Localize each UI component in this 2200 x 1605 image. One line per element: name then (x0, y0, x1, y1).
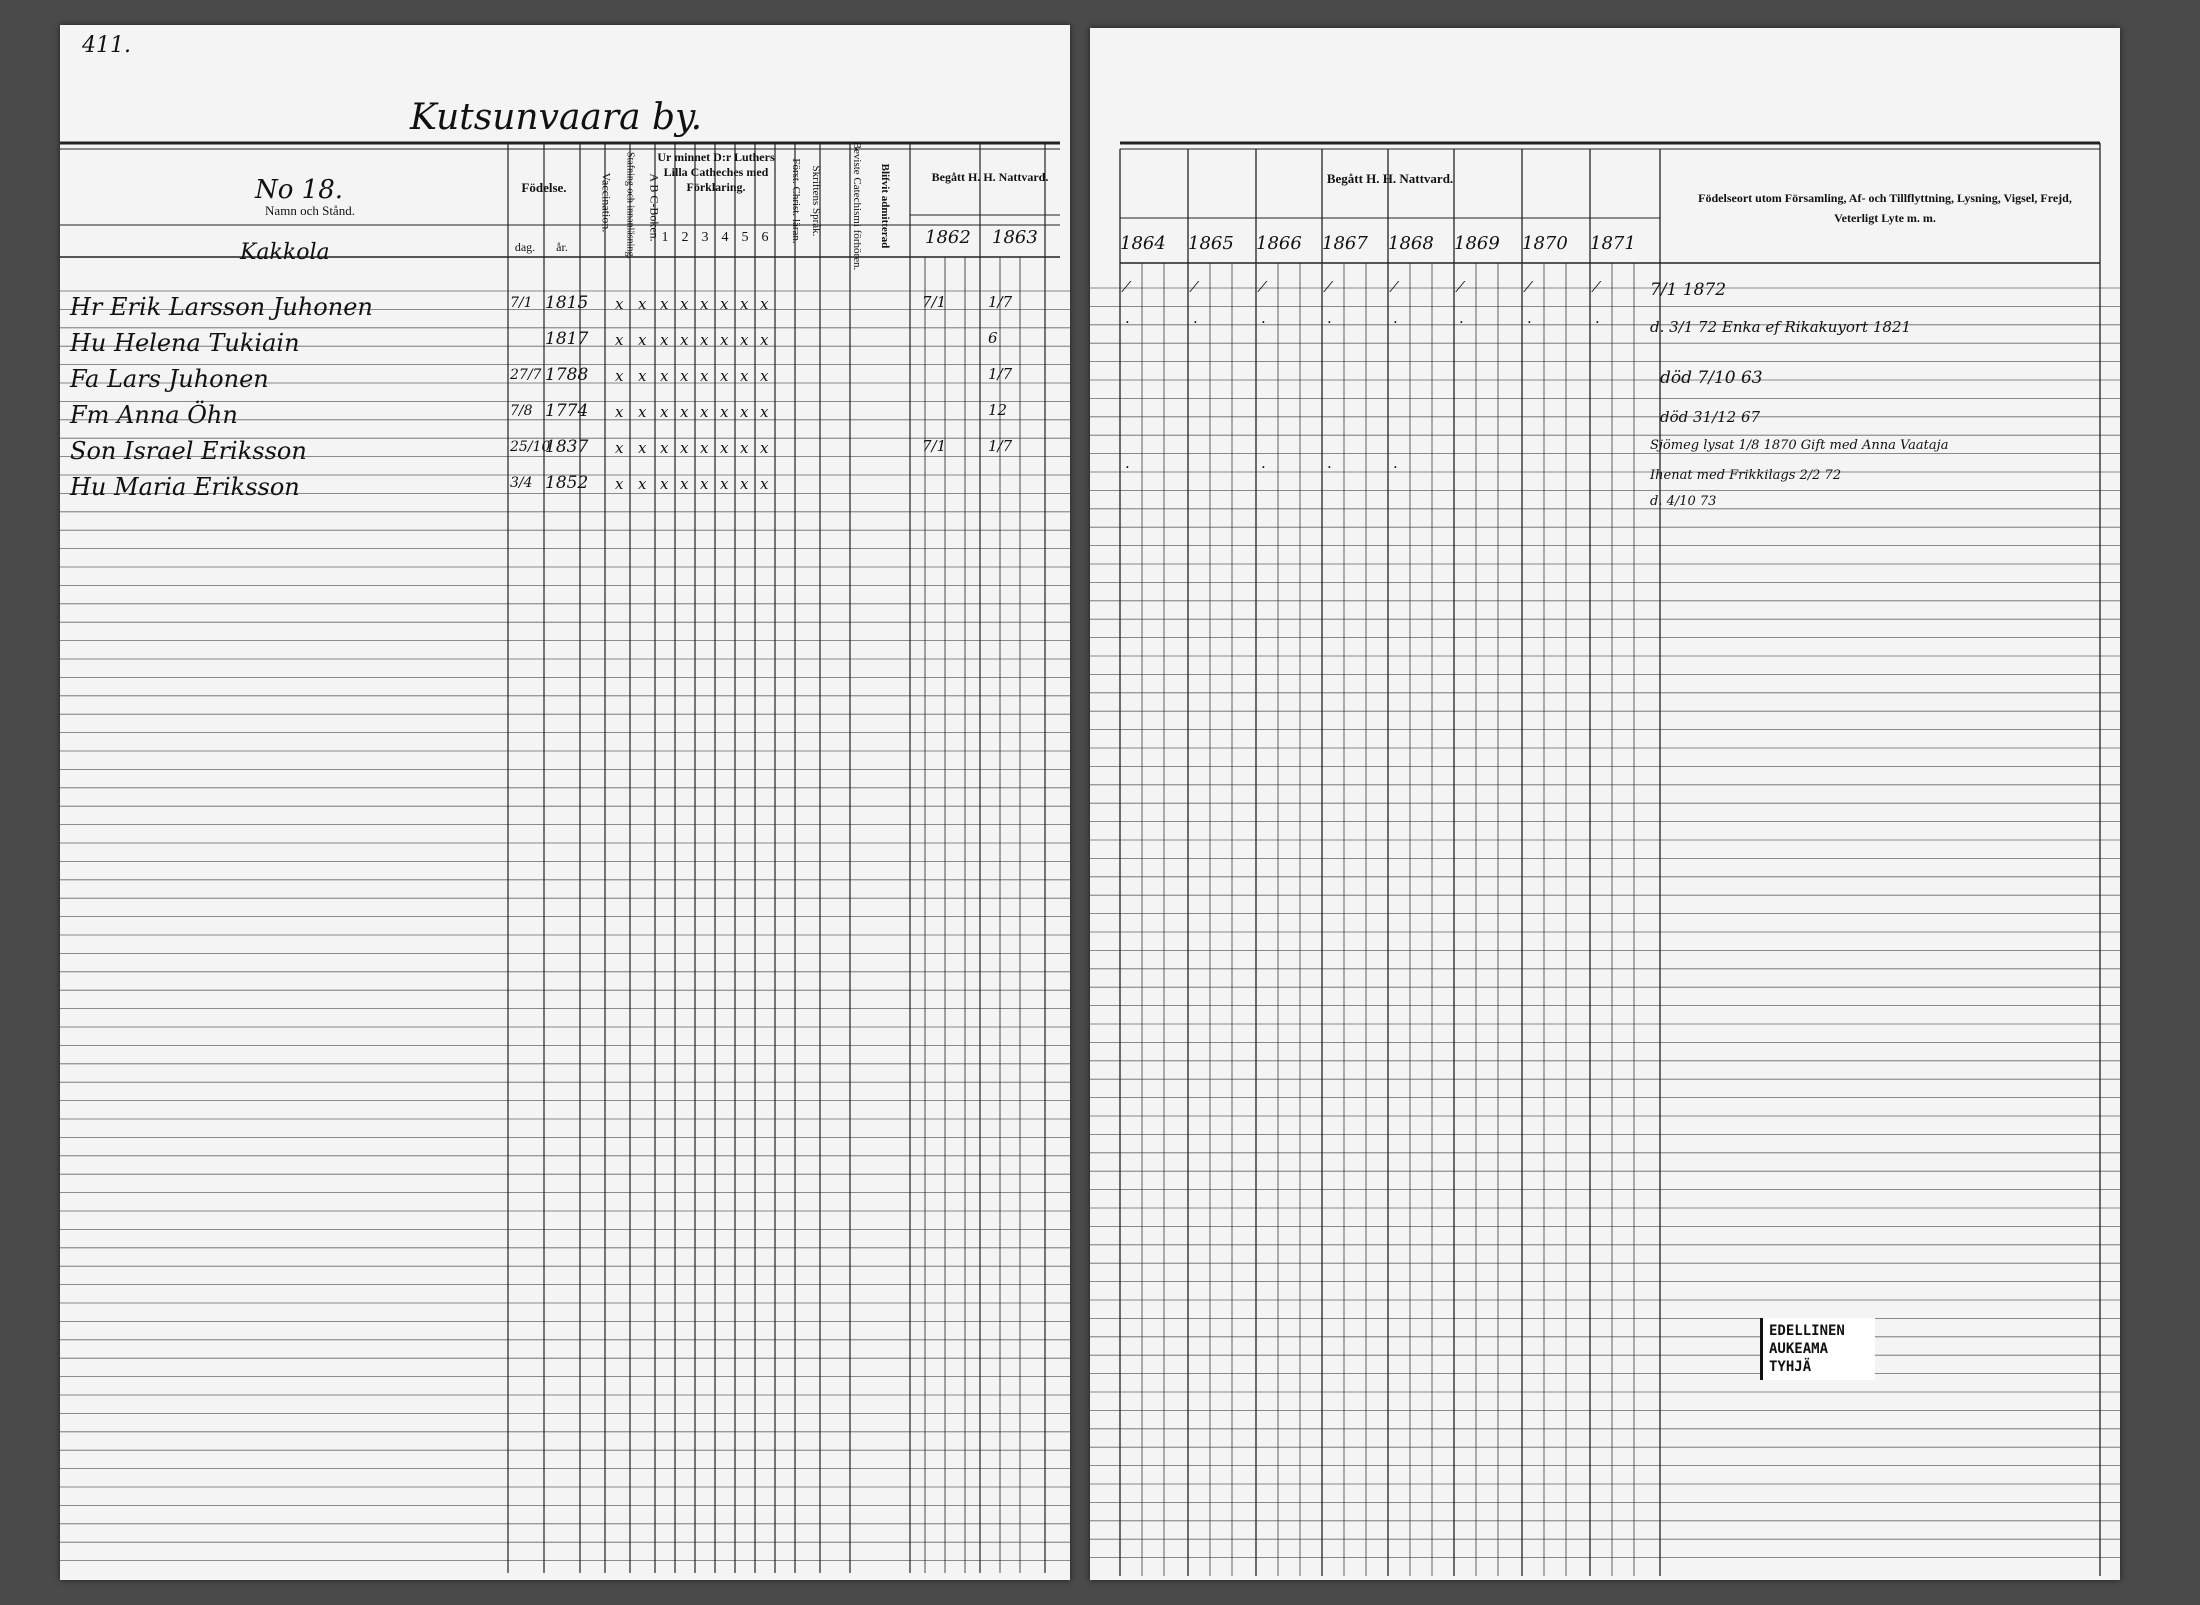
entry-mark: x (720, 331, 729, 349)
header-cat-6: 6 (761, 230, 769, 245)
header-year-1868: 1868 (1388, 233, 1434, 254)
header-vaccination: Vaccination. (599, 172, 614, 233)
entry-communion-1863: 1/7 (988, 293, 1013, 311)
page-number: 411. (82, 33, 131, 58)
entry-mark: x (615, 439, 624, 457)
entry-mark: x (720, 439, 729, 457)
remark-6: Ihenat med Frikkilags 2/2 72 (1650, 468, 1842, 483)
entry-mark: x (638, 367, 647, 385)
header-begatt-right: Begått H. H. Nattvard. (1326, 171, 1454, 186)
entry-mark: x (615, 475, 624, 493)
entry-mark: x (700, 439, 709, 457)
header-year-1869: 1869 (1454, 233, 1500, 254)
header-abc: A B C-Boken. (647, 173, 662, 242)
household-name: Kakkola (240, 240, 330, 265)
entry-mark: x (700, 403, 709, 421)
entry-mark: x (700, 331, 709, 349)
entry-communion-1863: 12 (988, 401, 1008, 419)
entry-mark: x (760, 367, 769, 385)
remark-2: d. 3/1 72 Enka ef Rikakuyort 1821 (1650, 318, 1912, 336)
left-page-ruling (60, 25, 1070, 1580)
entry-mark: x (740, 475, 749, 493)
entry-mark: x (680, 331, 689, 349)
entry-mark: x (638, 295, 647, 313)
entry-birth-day: 25/10 (510, 439, 551, 455)
header-ur-minnet: Ur minnet D:r Luthers Lilla Catheches med Förklaring. (657, 150, 775, 194)
entry-mark: x (720, 295, 729, 313)
entry-mark: x (680, 295, 689, 313)
entry-mark: x (680, 475, 689, 493)
entry-mark: x (700, 295, 709, 313)
communion-tick: ⁄ (1393, 278, 1396, 296)
entry-mark: x (660, 403, 669, 421)
header-cat-5: 5 (741, 230, 749, 245)
communion-tick: ⁄ (1527, 278, 1530, 296)
entry-mark: x (740, 439, 749, 457)
entry-mark: x (615, 403, 624, 421)
entry-mark: x (615, 331, 624, 349)
header-cat-1: 1 (661, 230, 669, 245)
entry-communion-1862: 7/1 (922, 437, 947, 455)
header-skriftens: Skriftens Språk. (810, 165, 822, 237)
village-title: Kutsunvaara by. (410, 97, 703, 138)
empty-spread-stamp (1760, 1318, 1875, 1380)
entry-birth-day: 27/7 (510, 367, 542, 383)
communion-tick: · (1393, 458, 1398, 476)
remark-4: död 31/12 67 (1660, 408, 1761, 426)
header-blifvit: Blifvit admitterad (879, 163, 891, 249)
entry-mark: x (720, 367, 729, 385)
communion-tick: · (1393, 313, 1398, 331)
entry-name: Fm Anna Öhn (70, 401, 238, 429)
right-page-ruling (1090, 28, 2120, 1580)
communion-tick: · (1261, 313, 1266, 331)
header-forst-christ: Först. Christ. läran. (790, 158, 802, 244)
communion-tick: · (1327, 458, 1332, 476)
entry-mark: x (740, 295, 749, 313)
entry-mark: x (720, 403, 729, 421)
entry-mark: x (660, 439, 669, 457)
entry-mark: x (760, 331, 769, 349)
communion-tick: · (1527, 313, 1532, 331)
entry-birth-day: 3/4 (510, 475, 533, 491)
communion-tick: ⁄ (1193, 278, 1196, 296)
entry-mark: x (615, 295, 624, 313)
entry-mark: x (720, 475, 729, 493)
remark-5: Sjömeg lysat 1/8 1870 Gift med Anna Vaataja (1650, 438, 1949, 453)
communion-tick: ⁄ (1327, 278, 1330, 296)
entry-mark: x (760, 295, 769, 313)
header-namn: Namn och Stånd. (265, 203, 355, 218)
household-number: No 18. (255, 175, 344, 205)
header-cat-4: 4 (721, 230, 729, 245)
communion-tick: · (1261, 458, 1266, 476)
entry-birth-year: 1817 (545, 329, 589, 349)
entry-birth-year: 1815 (545, 293, 589, 313)
right-page (1090, 28, 2120, 1580)
entry-mark: x (760, 439, 769, 457)
entry-mark: x (700, 475, 709, 493)
entry-mark: x (638, 439, 647, 457)
entry-name: Hu Helena Tukiain (70, 329, 300, 357)
header-begatt-left: Begått H. H. Nattvard. (931, 170, 1049, 184)
header-year-1864: 1864 (1120, 233, 1166, 254)
entry-mark: x (638, 331, 647, 349)
communion-tick: · (1327, 313, 1332, 331)
entry-mark: x (760, 475, 769, 493)
entry-mark: x (638, 403, 647, 421)
entry-birth-day: 7/1 (510, 295, 533, 311)
stamp-line-2: AUKEAMA (1769, 1341, 1829, 1357)
remark-7: d. 4/10 73 (1650, 494, 1717, 509)
entry-birth-year: 1774 (545, 401, 589, 421)
entry-birth-day: 7/8 (510, 403, 533, 419)
entry-name: Hr Erik Larsson Juhonen (70, 293, 373, 321)
entry-name: Son Israel Eriksson (70, 437, 307, 465)
entry-birth-year: 1852 (545, 473, 589, 493)
header-stafning: Stafning och innanläsning. (624, 152, 636, 259)
entry-mark: x (700, 367, 709, 385)
entry-mark: x (740, 367, 749, 385)
entry-name: Hu Maria Eriksson (70, 473, 300, 501)
header-year-1862: 1862 (925, 227, 971, 248)
remark-3: död 7/10 63 (1660, 368, 1763, 388)
header-cat-2: 2 (681, 230, 689, 245)
entry-communion-1862: 7/1 (922, 293, 947, 311)
entry-mark: x (660, 367, 669, 385)
header-year-1865: 1865 (1188, 233, 1234, 254)
header-dag: dag. (514, 240, 536, 254)
header-year-1871: 1871 (1590, 233, 1636, 254)
header-year-1866: 1866 (1256, 233, 1302, 254)
entry-name: Fa Lars Juhonen (70, 365, 269, 393)
stamp-line-3: TYHJÄ (1769, 1359, 1812, 1375)
header-year-1863: 1863 (992, 227, 1038, 248)
left-page (60, 25, 1070, 1580)
communion-tick: · (1125, 313, 1130, 331)
entry-communion-1863: 1/7 (988, 365, 1013, 383)
communion-tick: ⁄ (1595, 278, 1598, 296)
communion-tick: · (1125, 458, 1130, 476)
stamp-line-1: EDELLINEN (1769, 1323, 1845, 1339)
communion-tick: ⁄ (1125, 278, 1128, 296)
communion-tick: · (1193, 313, 1198, 331)
entry-communion-1863: 1/7 (988, 437, 1013, 455)
header-year-1870: 1870 (1522, 233, 1568, 254)
header-year-1867: 1867 (1322, 233, 1368, 254)
entry-birth-year: 1788 (545, 365, 589, 385)
remark-1: 7/1 1872 (1650, 280, 1727, 300)
entry-mark: x (760, 403, 769, 421)
header-cat-3: 3 (701, 230, 709, 245)
header-ar: år. (556, 240, 568, 254)
header-fodelse: Födelse. (521, 180, 567, 195)
entry-mark: x (680, 439, 689, 457)
entry-mark: x (660, 475, 669, 493)
communion-tick: · (1595, 313, 1600, 331)
entry-birth-year: 1837 (545, 437, 589, 457)
entry-mark: x (660, 331, 669, 349)
entry-mark: x (740, 403, 749, 421)
header-fodelseort: Födelseort utom Församling, Af- och Tillflyttning, Lysning, Vigsel, Frejd, Veterligt Lyte m. m. (1698, 191, 2072, 225)
entry-communion-1863: 6 (988, 329, 998, 347)
entry-mark: x (638, 475, 647, 493)
entry-mark: x (740, 331, 749, 349)
entry-mark: x (680, 403, 689, 421)
communion-tick: ⁄ (1261, 278, 1264, 296)
communion-tick: · (1459, 313, 1464, 331)
entry-mark: x (680, 367, 689, 385)
communion-tick: ⁄ (1459, 278, 1462, 296)
header-beviste: Beviste Catechismi förhören. (851, 141, 863, 271)
entry-mark: x (615, 367, 624, 385)
entry-mark: x (660, 295, 669, 313)
